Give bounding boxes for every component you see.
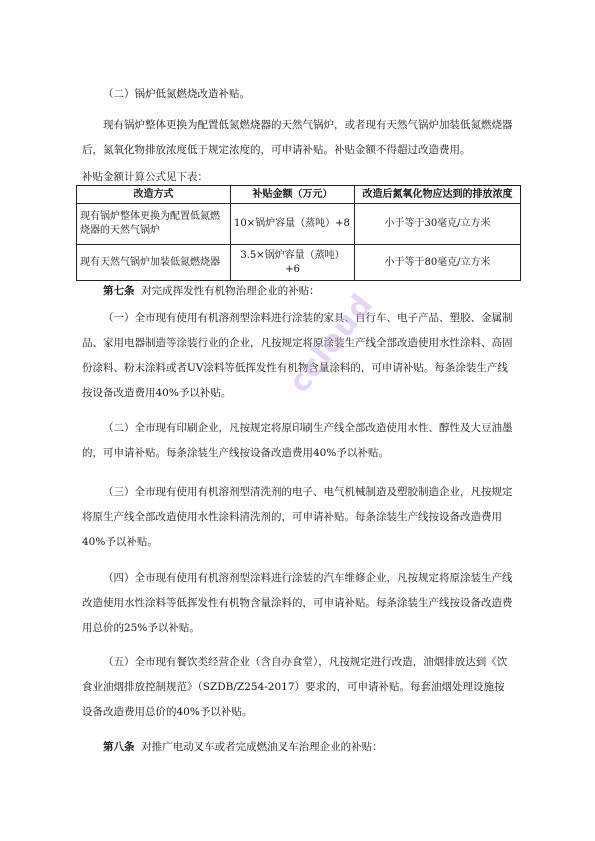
- table-row: [77, 245, 521, 281]
- article-8-heading: [82, 735, 513, 760]
- article-7-heading: [82, 279, 513, 304]
- table-row: [77, 204, 521, 245]
- article-title: 对完成挥发性有机物治理企业的补贴：: [141, 285, 320, 297]
- subsidy-table: [76, 185, 521, 281]
- article-7-item: （四）全市现有使用有机溶剂型涂料进行涂装的汽车维修企业，凡按规定将原涂装生产线改造使用水性涂料等低挥发性有机物含量涂料的，可申请补贴。每条涂装生产线按设备改造费用总价的25%予以补贴。: [82, 572, 513, 634]
- table-caption: 补贴金额计算公式见下表：: [82, 171, 208, 183]
- article-7-item: （三）全市现有使用有机溶剂型清洗剂的电子、电气机械制造及塑胶制造企业，凡按规定将原生产线全部改造使用水性涂料清洗剂的，可申请补贴。每条涂装生产线按设备改造费用40%予以补贴。: [82, 486, 513, 548]
- article-title: 对推广电动叉车或者完成燃油叉车治理企业的补贴：: [141, 741, 383, 753]
- table-header-cell: 改造方式: [77, 186, 231, 204]
- table-cell: 3.5×锅炉容量（蒸吨）+6: [231, 245, 355, 281]
- table-cell: 现有天然气锅炉加装低氮燃烧器: [77, 245, 231, 281]
- article-7-item: （一）全市现有使用有机溶剂型涂料进行涂装的家具、自行车、电子产品、塑胶、金属制品、家用电器制造等涂装行业的企业，凡按规定将原涂装生产线全部改造使用水性涂料、高固份涂料、粉末涂料或者UV涂料等低挥发性有机物含量涂料的，可申请补贴。每条涂装生产线按设备改造费用40%予以补贴。: [82, 312, 513, 399]
- table-cell: 小于等于80毫克/立方米: [355, 245, 521, 281]
- watermark: ccloud: [282, 287, 381, 400]
- article-label: 第七条: [103, 285, 135, 297]
- table-cell: 10×锅炉容量（蒸吨）+8: [231, 204, 355, 245]
- table-header-row: [77, 186, 521, 204]
- article-7-item: （五）全市现有餐饮类经营企业（含自办食堂），凡按规定进行改造，油烟排放达到《饮食业油烟排放控制规范》（SZDB/Z254-2017）要求的，可申请补贴。每套油烟处理设施按设备改造费用总价的40%予以补贴。: [82, 656, 508, 718]
- table-header-cell: 改造后氮氧化物应达到的排放浓度: [355, 186, 521, 204]
- table-header-cell: 补贴金额（万元）: [231, 186, 355, 204]
- section-body: 现有锅炉整体更换为配置低氮燃烧器的天然气锅炉，或者现有天然气锅炉加装低氮燃烧器后，氮氧化物排放浓度低于规定浓度的，可申请补贴。补贴金额不得超过改造费用。: [82, 119, 513, 156]
- article-7-item: （二）全市现有印刷企业，凡按规定将原印刷生产线全部改造使用水性、醇性及大豆油墨的，可申请补贴。每条涂装生产线按设备改造费用40%予以补贴。: [82, 422, 513, 459]
- table-cell: 现有锅炉整体更换为配置低氮燃烧器的天然气锅炉: [77, 204, 231, 245]
- article-label: 第八条: [103, 741, 135, 753]
- table-cell: 小于等于30毫克/立方米: [355, 204, 521, 245]
- section-heading: （二）锅炉低氮燃烧改造补贴。: [103, 88, 250, 100]
